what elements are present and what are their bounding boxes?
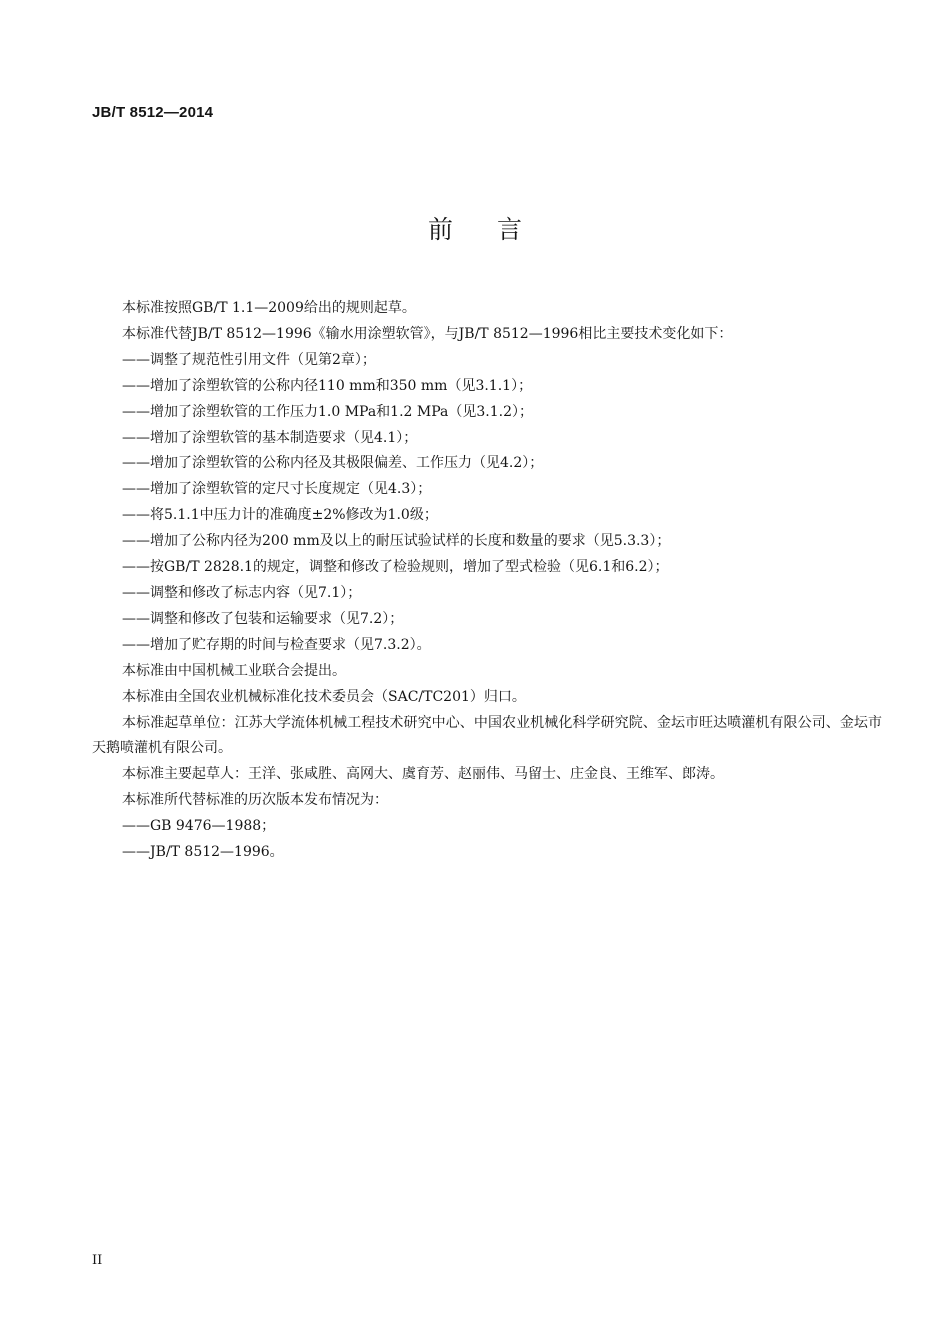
- list-item: ——增加了涂塑软管的工作压力1.0 MPa和1.2 MPa（见3.1.2）；: [122, 403, 533, 420]
- list-item: ——增加了涂塑软管的公称内径及其极限偏差、工作压力（见4.2）；: [122, 455, 544, 472]
- list-item: ——GB 9476—1988；: [122, 818, 276, 835]
- list-item: ——增加了涂塑软管的基本制造要求（见4.1）；: [122, 429, 418, 446]
- paragraph: 本标准所代替标准的历次版本发布情况为：: [122, 792, 388, 809]
- list-item: ——调整和修改了包装和运输要求（见7.2）；: [122, 610, 404, 627]
- list-item: ——调整了规范性引用文件（见第2章）；: [122, 351, 376, 368]
- paragraph: 本标准由中国机械工业联合会提出。: [122, 662, 346, 679]
- list-item: ——增加了公称内径为200 mm及以上的耐压试验试样的长度和数量的要求（见5.3.3）；: [122, 533, 671, 550]
- section-title: 前言: [427, 215, 566, 244]
- foreword-body: [92, 296, 882, 866]
- paragraph: 本标准代替JB/T 8512—1996《输水用涂塑软管》，与JB/T 8512—1996相比主要技术变化如下：: [122, 325, 733, 342]
- list-item: ——增加了涂塑软管的定尺寸长度规定（见4.3）；: [122, 481, 432, 498]
- paragraph: 本标准起草单位：江苏大学流体机械工程技术研究中心、中国农业机械化科学研究院、金坛市旺达喷灌机有限公司、金坛市天鹅喷灌机有限公司。: [92, 714, 882, 757]
- list-item: ——按GB/T 2828.1的规定，调整和修改了检验规则，增加了型式检验（见6.1和6.2）；: [122, 559, 669, 576]
- list-item: ——调整和修改了标志内容（见7.1）；: [122, 584, 362, 601]
- paragraph: 本标准主要起草人：王洋、张咸胜、高网大、虞育芳、赵丽伟、马留士、庄金良、王维军、郎涛。: [122, 766, 724, 783]
- paragraph: 本标准由全国农业机械标准化技术委员会（SAC/TC201）归口。: [122, 688, 526, 705]
- list-item: ——将5.1.1中压力计的准确度±2%修改为1.0级；: [122, 507, 438, 524]
- paragraph: 本标准按照GB/T 1.1—2009给出的规则起草。: [122, 300, 416, 316]
- list-item: ——增加了贮存期的时间与检查要求（见7.3.2）。: [122, 636, 431, 653]
- list-item: ——增加了涂塑软管的公称内径110 mm和350 mm（见3.1.1）；: [122, 377, 533, 394]
- document-code: JB/T 8512—2014: [92, 104, 214, 121]
- list-item: ——JB/T 8512—1996。: [122, 844, 284, 861]
- page-number: II: [92, 1253, 103, 1268]
